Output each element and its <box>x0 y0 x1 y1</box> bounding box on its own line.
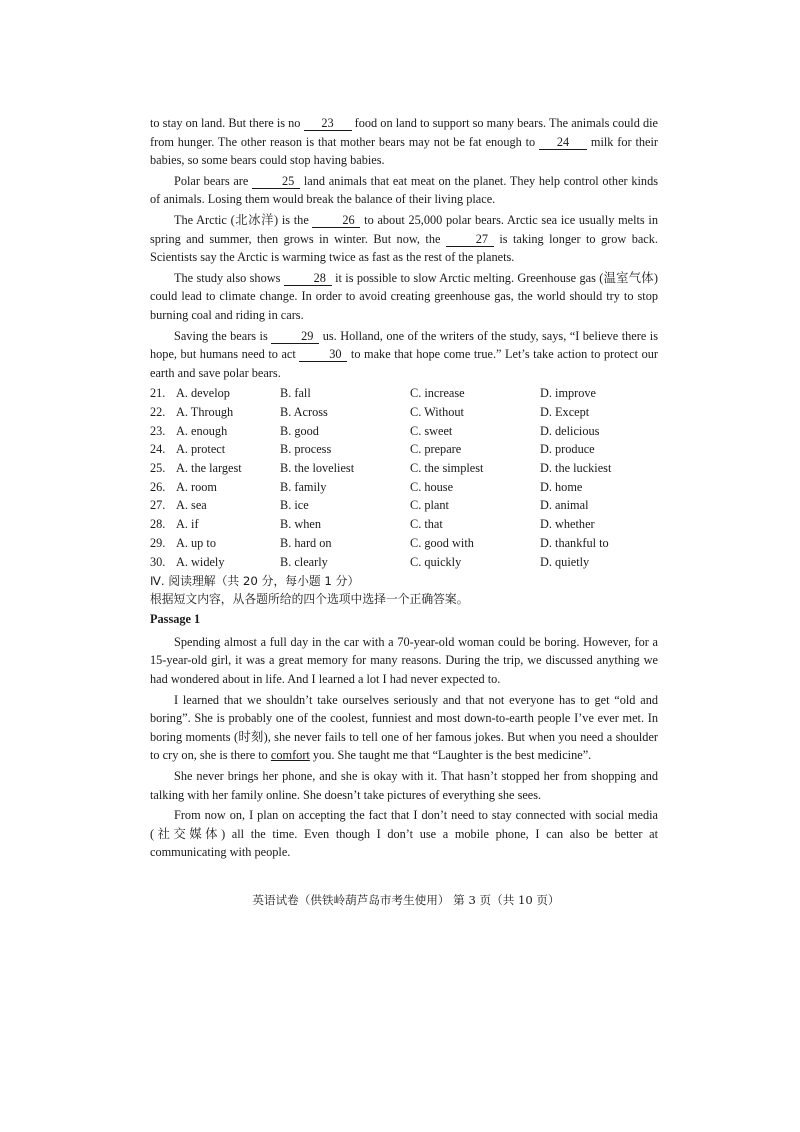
option-row <box>150 459 658 478</box>
option-a: A. widely <box>176 554 225 569</box>
option-c: C. increase <box>410 386 465 401</box>
option-d: D. thankful to <box>540 535 609 550</box>
question-number: 22. <box>150 405 166 420</box>
option-d: D. delicious <box>540 423 600 438</box>
text-segment: it is possible to slow Arctic melting. Greenhouse gas (温室气体) could lead to climate change. In order to avoid creating greenhouse gas, the world should try to stop burning coal and riding in cars. <box>150 270 658 322</box>
option-b: B. the loveliest <box>280 461 355 476</box>
section-title: Ⅳ. 阅读理解（共 20 分，每小题 1 分） <box>150 574 360 589</box>
option-a: A. Through <box>176 405 234 420</box>
text-segment: land animals that eat meat on the planet. They help control other kinds of animals. Losing them would break the balance of their living place. <box>150 173 659 207</box>
option-d: D. improve <box>540 386 597 401</box>
option-c: C. that <box>410 517 443 532</box>
question-number: 25. <box>150 461 166 476</box>
option-a: A. enough <box>176 423 228 438</box>
option-row <box>150 440 658 459</box>
option-b: B. fall <box>280 386 311 401</box>
option-c: C. sweet <box>410 423 453 438</box>
passage-paragraph-4: From now on, I plan on accepting the fact that I don’t need to stay connected with social media (社交媒体) all the time. Even though I don’t use a mobile phone, I can also be better at communicating with people. <box>150 808 658 860</box>
cloze-paragraph-4 <box>150 269 658 325</box>
text-segment: is taking longer to grow back. Scientists say the Arctic is warming twice as fast as the rest of the planets. <box>150 231 658 265</box>
question-number: 21. <box>150 386 166 401</box>
option-b: B. hard on <box>280 535 332 550</box>
option-c: C. good with <box>410 535 474 550</box>
option-a: A. protect <box>176 442 226 457</box>
option-d: D. produce <box>540 442 595 457</box>
option-row <box>150 534 658 553</box>
option-c: C. plant <box>410 498 449 513</box>
question-number: 24. <box>150 442 166 457</box>
option-a: A. if <box>176 517 199 532</box>
passage-paragraph-2 <box>150 691 658 765</box>
blank-23: 23 <box>304 116 352 131</box>
option-a: A. the largest <box>176 461 242 476</box>
option-d: D. whether <box>540 517 595 532</box>
passage-paragraph-3: She never brings her phone, and she is okay with it. That hasn’t stopped her from shopping and talking with her family online. She doesn’t take pictures of everything she sees. <box>150 768 658 802</box>
option-row <box>150 553 658 572</box>
option-b: B. clearly <box>280 554 328 569</box>
cloze-paragraph-3 <box>150 211 658 267</box>
option-d: D. the luckiest <box>540 461 612 476</box>
option-a: A. develop <box>176 386 230 401</box>
option-row <box>150 478 658 497</box>
text-segment: to make that hope come true.” Let’s take action to protect our earth and save polar bears. <box>150 347 658 380</box>
blank-28: 28 <box>284 271 332 286</box>
text-segment: to about 25,000 polar bears. Arctic sea ice usually melts in spring and summer, then grows in winter. But now, the <box>150 212 658 246</box>
blank-24: 24 <box>539 135 587 150</box>
text-segment: food on land to support so many bears. The animals could die from hunger. The other reason is that mother bears may not be fat enough to <box>150 116 658 149</box>
option-c: C. house <box>410 479 454 494</box>
blank-30: 30 <box>299 347 347 362</box>
option-b: B. process <box>280 442 332 457</box>
blank-29: 29 <box>271 329 319 344</box>
text-segment: I learned that we shouldn’t take ourselves seriously and that not everyone has to get “old and boring”. She is probably one of the coolest, funniest and most down-to-earth people I’ve ever met. In boring moments (时刻), she never fails to tell one of her famous jokes. But when you need a shoulder to cry on, she is there to <box>150 692 658 763</box>
blank-26: 26 <box>312 213 360 228</box>
option-d: D. quietly <box>540 554 590 569</box>
option-c: C. Without <box>410 405 464 420</box>
option-b: B. Across <box>280 405 328 420</box>
question-number: 28. <box>150 517 166 532</box>
option-row <box>150 496 658 515</box>
answer-options <box>150 384 658 571</box>
option-c: C. quickly <box>410 554 462 569</box>
cloze-paragraph-5 <box>150 327 658 383</box>
option-d: D. home <box>540 479 583 494</box>
blank-27: 27 <box>446 232 494 247</box>
question-number: 30. <box>150 554 166 569</box>
option-c: C. prepare <box>410 442 462 457</box>
passage-paragraph-1: Spending almost a full day in the car with a 70-year-old woman could be boring. However, for a 15-year-old girl, it was a great memory for many reasons. During the trip, we discussed anything we had wondered about in life. And I learned a lot I had never expected to. <box>150 634 658 686</box>
underlined-word: comfort <box>270 748 310 763</box>
text-segment: Saving the bears is <box>174 328 272 343</box>
text-segment: The Arctic (北冰洋) is the <box>174 212 313 227</box>
option-d: D. animal <box>540 498 589 513</box>
page-footer: 英语试卷（供铁岭葫芦岛市考生使用） 第 3 页（共 10 页） <box>252 893 560 907</box>
option-d: D. Except <box>540 405 590 420</box>
blank-25: 25 <box>252 174 300 189</box>
option-b: B. good <box>280 423 319 438</box>
option-a: A. sea <box>176 498 207 513</box>
text-segment: us. Holland, one of the writers of the study, says, “I believe there is hope, but humans need to act <box>150 328 658 362</box>
option-row <box>150 515 658 534</box>
question-number: 27. <box>150 498 166 513</box>
option-c: C. the simplest <box>410 461 484 476</box>
option-b: B. family <box>280 479 327 494</box>
option-a: A. up to <box>176 535 216 550</box>
question-number: 26. <box>150 479 166 494</box>
option-row <box>150 422 658 441</box>
cloze-paragraph-1 <box>150 114 658 170</box>
option-a: A. room <box>176 479 217 494</box>
passage-title: Passage 1 <box>150 612 201 627</box>
cloze-paragraph-2 <box>150 172 658 209</box>
text-segment: Polar bears are <box>174 173 253 188</box>
option-row <box>150 403 658 422</box>
text-segment: you. She taught me that “Laughter is the best medicine”. <box>309 748 592 763</box>
text-segment: The study also shows <box>174 270 284 285</box>
option-b: B. when <box>280 517 321 532</box>
text-segment: milk for their babies, so some bears could stop having babies. <box>150 134 658 168</box>
section-instruction: 根据短文内容，从各题所给的四个选项中选择一个正确答案。 <box>150 592 469 607</box>
question-number: 23. <box>150 423 166 438</box>
option-row <box>150 384 658 403</box>
text-segment: to stay on land. But there is no <box>150 116 304 130</box>
option-b: B. ice <box>280 498 309 513</box>
question-number: 29. <box>150 535 166 550</box>
page-content <box>150 114 658 864</box>
